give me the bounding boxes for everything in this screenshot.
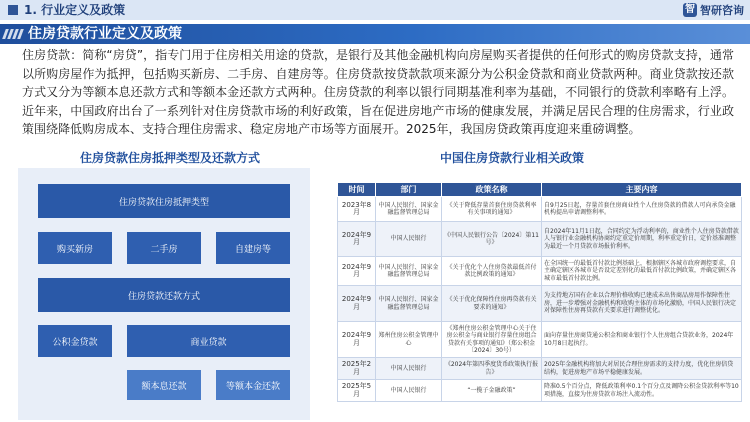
cell-dept: 中国人民银行 xyxy=(376,222,442,257)
cell-date: 2024年9月 xyxy=(338,322,376,358)
cell-dept: 郑州住房公积金管理中心 xyxy=(376,322,442,358)
table-row xyxy=(338,197,742,222)
col-header-policy: 政策名称 xyxy=(442,183,542,197)
section-marker-icon xyxy=(8,5,18,15)
table-row xyxy=(338,286,742,322)
page-title: 住房贷款行业定义及政策 xyxy=(28,26,182,42)
cell-policy: 《关于优化个人住房贷款最低首付款比例政策的通知》 xyxy=(442,257,542,286)
brand-logo xyxy=(683,2,744,18)
cell-policy: “一揽子金融政策” xyxy=(442,380,542,402)
cell-policy: 《郑州住房公积金管理中心关于住房公积金与商业银行存量住房组合贷款有关事项的通知》（郑公积金〔2024〕30号） xyxy=(442,322,542,358)
cell-policy: 《关于降低存量首套住房贷款利率有关事项的通知》 xyxy=(442,197,542,222)
cell-content: 自2024年11月1日起，合同约定为浮动利率的，商业性个人住房贷款借款人与银行业金融机构协商约定重定价周期，利率重定价日，定价基准调整为最近一个月贷款市场报价利率。 xyxy=(542,222,742,257)
source-provident-fund: 公积金贷款 xyxy=(38,325,112,357)
cell-date: 2024年9月 xyxy=(338,286,376,322)
cell-date: 2024年9月 xyxy=(338,257,376,286)
mortgage-type-box: 住房贷款住房抵押类型 xyxy=(38,184,290,218)
table-row xyxy=(338,257,742,286)
cell-date: 2024年9月 xyxy=(338,222,376,257)
cell-dept: 中国人民银行、国家金融监督管理总局 xyxy=(376,286,442,322)
method-equal-installment: 额本息还款 xyxy=(127,370,201,400)
cell-content: 降准0.5个百分点，降低政策利率0.1个百分点及调降公积金贷款利率等10项措施，直接为住房贷款市场注入流动性。 xyxy=(542,380,742,402)
cell-content: 自9月25日起，存量首套住房商业性个人住房贷款的借款人可向承贷金融机构提出申请调整利率。 xyxy=(542,197,742,222)
cell-dept: 中国人民银行、国家金融监督管理总局 xyxy=(376,197,442,222)
type-self-built: 自建房等 xyxy=(216,232,290,264)
brand-logo-icon: 智 xyxy=(685,4,695,15)
mortgage-diagram xyxy=(18,168,310,420)
cell-content: 为支持地方国有企业以合理价格收购已建成未出售商品房用作保障性住房，进一步增强对金融机构和收购主体的市场化激励，中国人民银行决定对保障性住房再贷款有关要求进行调整优化。 xyxy=(542,286,742,322)
cell-content: 面向存量住房商贷通公积金和商业银行个人住房组合贷款业务，2024年10月8日起执行。 xyxy=(542,322,742,358)
type-new-house: 购买新房 xyxy=(38,232,112,264)
section-label: 1. 行业定义及政策 xyxy=(24,3,126,17)
cell-content: 2025年金融机构将加大对居民合理住房需求的支持力度，优化住房信贷结构，促进房地产市场平稳健康发展。 xyxy=(542,358,742,380)
cell-dept: 中国人民银行 xyxy=(376,380,442,402)
cell-policy: 《中国人民银行公告〔2024〕第11号》 xyxy=(442,222,542,257)
source-commercial-loan: 商业贷款 xyxy=(127,325,290,357)
cell-date: 2023年8月 xyxy=(338,197,376,222)
repayment-method-box: 住房贷款还款方式 xyxy=(38,278,290,312)
table-row xyxy=(338,322,742,358)
title-stripes-icon xyxy=(4,29,22,39)
policy-table xyxy=(337,182,742,402)
table-row xyxy=(338,380,742,402)
method-equal-principal: 等额本金还款 xyxy=(216,370,290,400)
brand-name: 智研咨询 xyxy=(700,4,744,17)
col-header-dept: 部门 xyxy=(376,183,442,197)
top-header xyxy=(0,0,750,20)
table-caption: 中国住房贷款行业相关政策 xyxy=(440,151,585,165)
col-header-content: 主要内容 xyxy=(542,183,742,197)
definition-paragraph: 住房贷款：简称“房贷”，指专门用于住房相关用途的贷款，是银行及其他金融机构向房屋购买者提供的任何形式的购房贷款支持，通常以所购房屋作为抵押，包括购买新房、二手房、自建房等。住房贷款按贷款款项来源分为公积金贷款和商业贷款两种。商业贷款按还款方式又分为等额本息还款方式和等额本金还款方式两种。住房贷款的利率以银行同期基准利率为基础，不同银行的贷款利率略有上浮。近年来，中国政府出台了一系列针对住房贷款市场的利好政策，旨在促进房地产市场的健康发展，并满足居民合理的住房需求，行业政策围绕降低购房成本、支持合理住房需求、稳定房地产市场等方面展开。2025年，我国房贷政策再度迎来重磅调整。 xyxy=(22,48,734,136)
type-second-hand: 二手房 xyxy=(127,232,201,264)
cell-dept: 中国人民银行 xyxy=(376,358,442,380)
cell-dept: 中国人民银行、国家金融监督管理总局 xyxy=(376,257,442,286)
title-bar xyxy=(0,24,750,44)
cell-date: 2025年5月 xyxy=(338,380,376,402)
table-row xyxy=(338,358,742,380)
cell-date: 2025年2月 xyxy=(338,358,376,380)
table-header-row xyxy=(338,183,742,197)
cell-policy: 《关于优化保障性住房再贷款有关要求的通知》 xyxy=(442,286,542,322)
col-header-date: 时间 xyxy=(338,183,376,197)
table-row xyxy=(338,222,742,257)
diagram-caption: 住房贷款住房抵押类型及还款方式 xyxy=(80,151,261,165)
cell-content: 在全国统一的最低首付款比例基础上，根据辖区各城市政府调控要求，自主确定辖区各城市是否设定差别化的最低首付款比例政策，并确定辖区各城市最低首付款比例。 xyxy=(542,257,742,286)
cell-policy: 《2024年第四季度货币政策执行报告》 xyxy=(442,358,542,380)
